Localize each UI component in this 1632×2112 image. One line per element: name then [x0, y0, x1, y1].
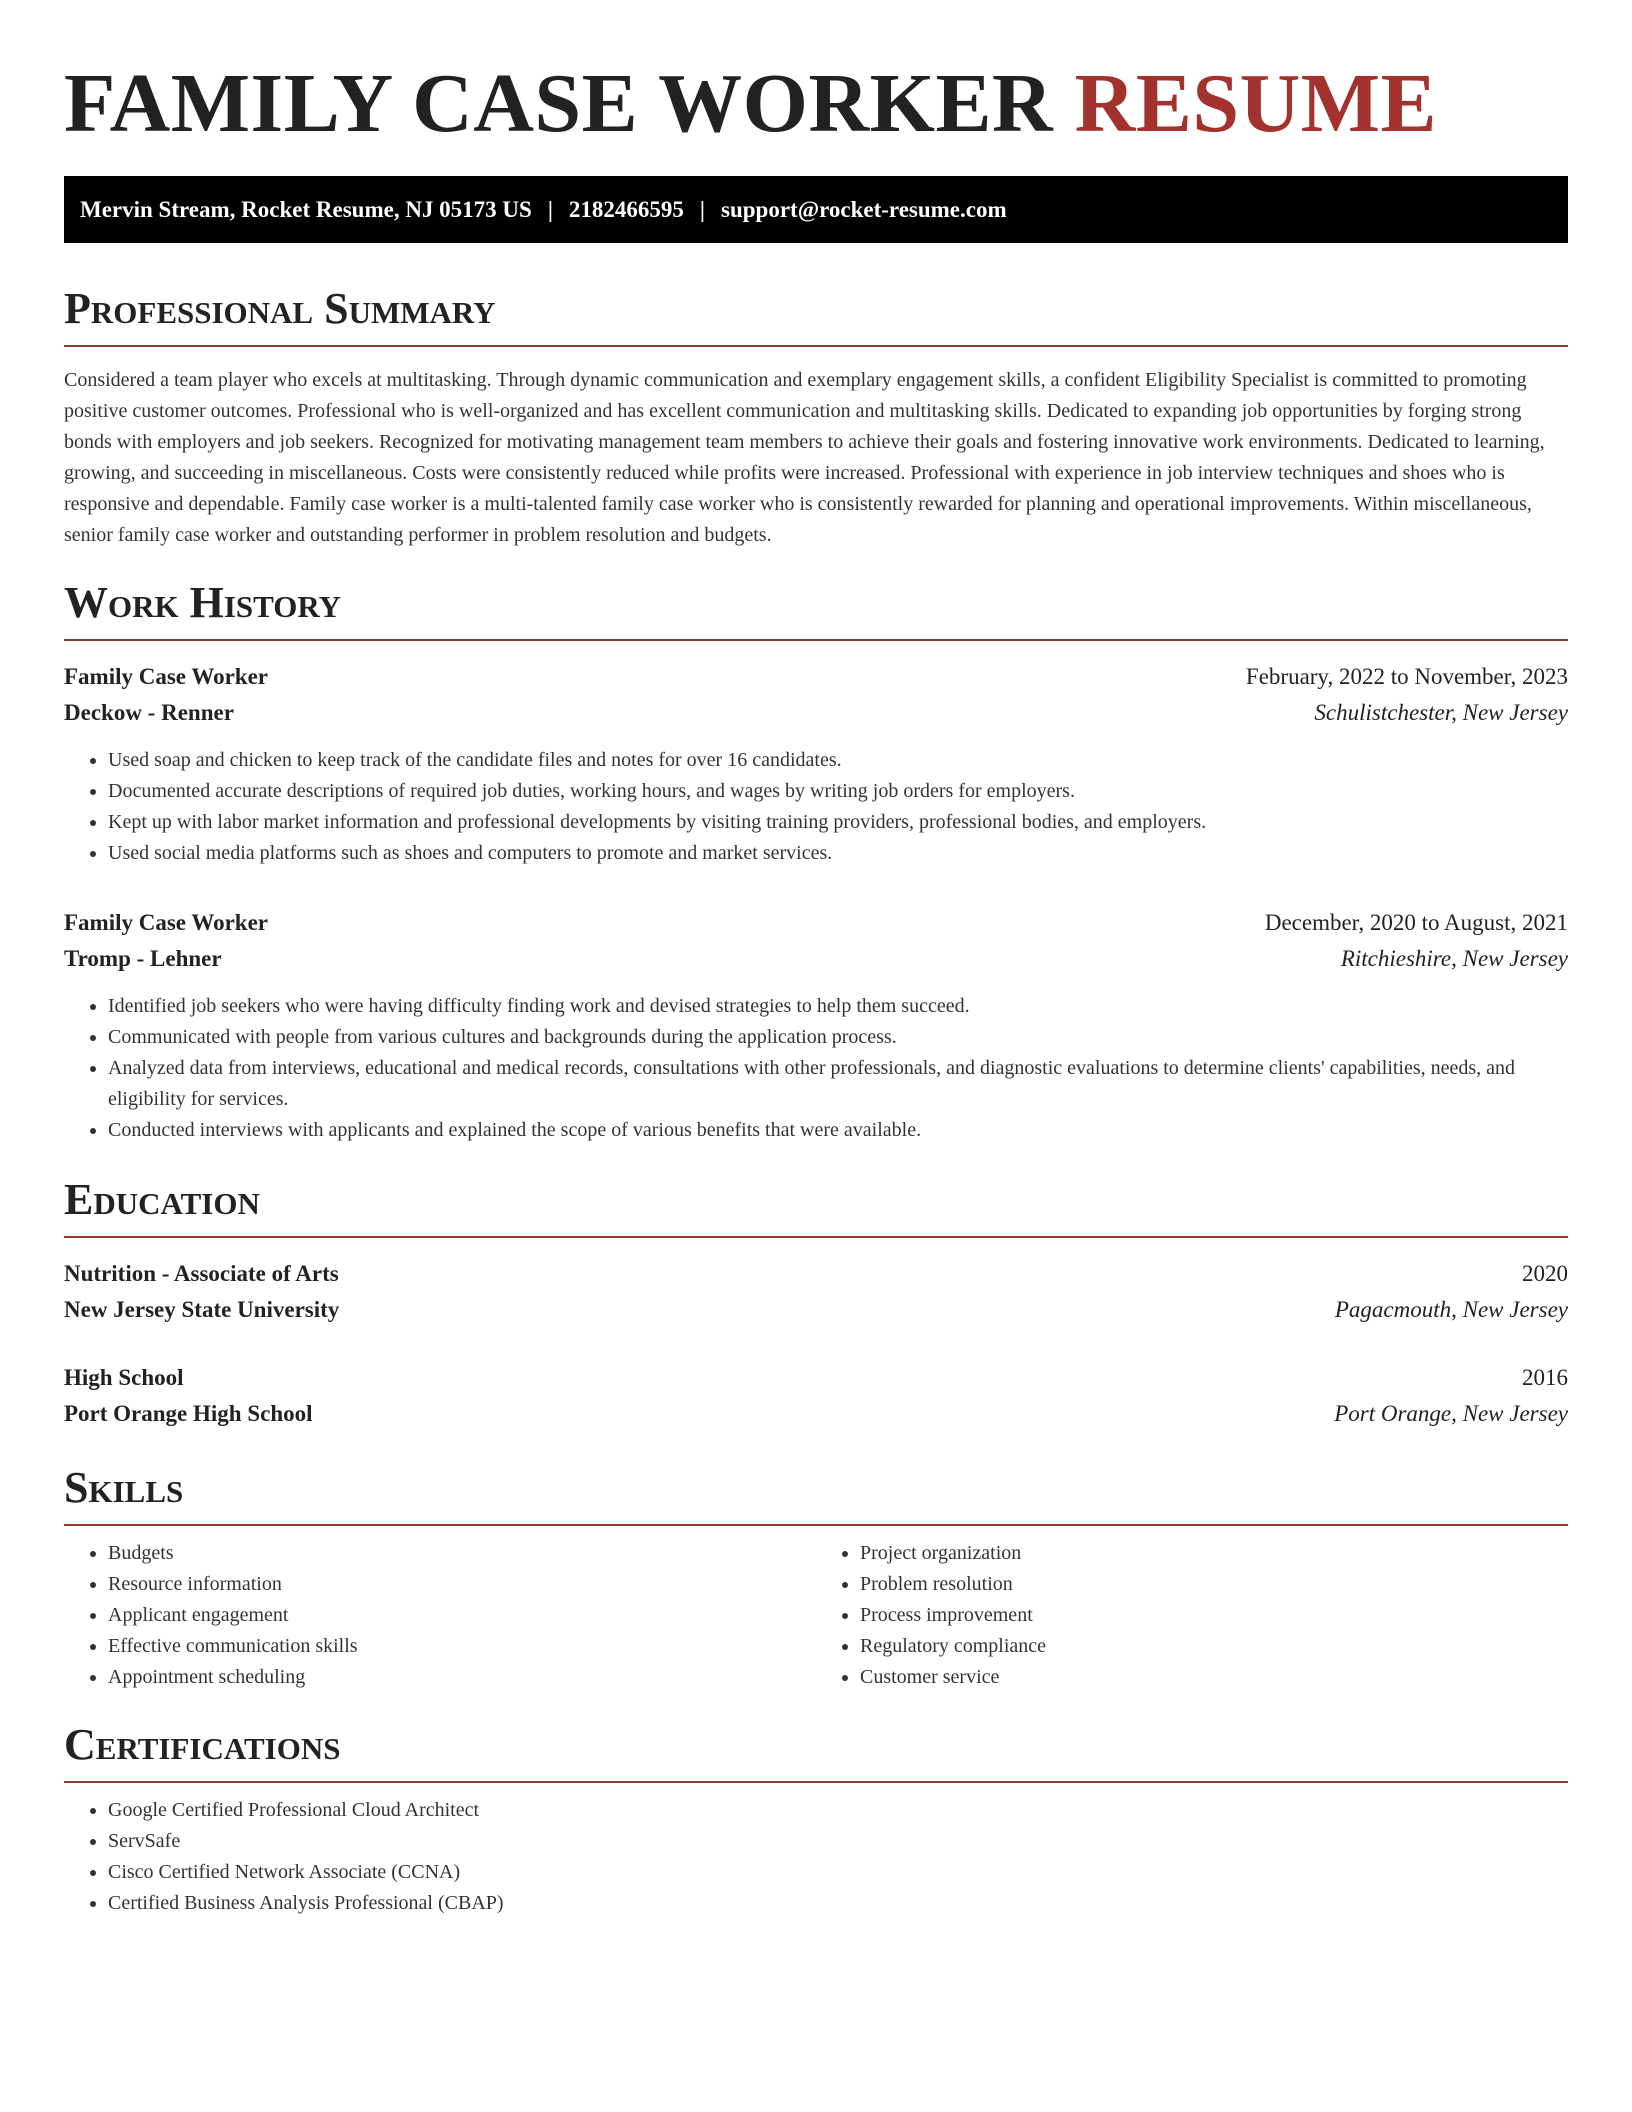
- job-title: Family Case Worker: [64, 910, 268, 935]
- certification-item: • Google Certified Professional Cloud Architect: [108, 1795, 1568, 1826]
- contact-separator: |: [699, 196, 705, 222]
- skill-item: • Effective communication skills: [108, 1631, 816, 1662]
- summary-section: [64, 283, 1568, 551]
- skills-heading: Skills: [64, 1462, 1568, 1526]
- contact-phone: 2182466595: [568, 196, 684, 222]
- education-location: Pagacmouth, New Jersey: [1334, 1297, 1568, 1322]
- job-location: Schulistchester, New Jersey: [1314, 700, 1568, 725]
- skill-item: • Budgets: [108, 1538, 816, 1569]
- skill-item: • Customer service: [860, 1662, 1568, 1693]
- contact-bar: [64, 176, 1568, 243]
- job-dates: December, 2020 to August, 2021: [1264, 910, 1568, 935]
- job-bullet: • Used social media platforms such as shoes and computers to promote and market services.: [108, 838, 1568, 869]
- contact-email: support@rocket-resume.com: [721, 196, 1007, 222]
- contact-separator: |: [547, 196, 553, 222]
- work-history-section: [64, 577, 1568, 1146]
- job-bullet: • Conducted interviews with applicants and explained the scope of various benefits that were available.: [108, 1115, 1568, 1146]
- job-company: Tromp - Lehner: [64, 946, 222, 971]
- skills-columns: [64, 1538, 1568, 1693]
- certifications-heading: Certifications: [64, 1719, 1568, 1783]
- resume-title: [64, 54, 1568, 154]
- education-entry: [64, 1360, 1568, 1432]
- summary-heading: Professional Summary: [64, 283, 1568, 347]
- education-school: New Jersey State University: [64, 1297, 340, 1322]
- summary-text: Considered a team player who excels at multitasking. Through dynamic communication and exemplary engagement skills, a confident Eligibility Specialist is committed to promoting positive customer outcomes. Professional who is well-organized and has excellent communication and multitasking skills. Dedicated to expanding job opportunities by forging strong bonds with employers and job seekers. Recognized for motivating management team members to achieve their goals and fostering innovative work environments. Dedicated to learning, growing, and succeeding in miscellaneous. Costs were consistently reduced while profits were increased. Professional with experience in job interview techniques and shoes who is responsive and dependable. Family case worker is a multi-talented family case worker who is consistently rewarded for planning and operational improvements. Within miscellaneous, senior family case worker and outstanding performer in problem resolution and budgets.: [64, 369, 1545, 546]
- education-entry: [64, 1256, 1568, 1328]
- skill-item: • Appointment scheduling: [108, 1662, 816, 1693]
- education-location: Port Orange, New Jersey: [1334, 1401, 1568, 1426]
- job-bullet: • Kept up with labor market information and professional developments by visiting training providers, professional bodies, and employers.: [108, 807, 1568, 838]
- certification-item: • ServSafe: [108, 1826, 1568, 1857]
- contact-address: Mervin Stream, Rocket Resume, NJ 05173 US: [80, 196, 532, 222]
- education-heading: Education: [64, 1174, 1568, 1238]
- job-bullet: • Communicated with people from various cultures and backgrounds during the application process.: [108, 1022, 1568, 1053]
- education-degree: Nutrition - Associate of Arts: [64, 1261, 339, 1286]
- job-bullet: • Identified job seekers who were having difficulty finding work and devised strategies to help them succeed.: [108, 991, 1568, 1022]
- job-bullets: [64, 745, 1568, 869]
- job-dates: February, 2022 to November, 2023: [1245, 664, 1568, 689]
- job-company: Deckow - Renner: [64, 700, 234, 725]
- skill-item: • Project organization: [860, 1538, 1568, 1569]
- certifications-section: [64, 1719, 1568, 1919]
- job-bullet: • Analyzed data from interviews, educational and medical records, consultations with other professionals, and diagnostic evaluations to determine clients' capabilities, needs, and eligibility for services.: [108, 1053, 1568, 1115]
- skill-item: • Process improvement: [860, 1600, 1568, 1631]
- skills-list-right: [816, 1538, 1568, 1693]
- title-main: FAMILY CASE WORKER: [64, 57, 1054, 150]
- title-accent: RESUME: [1074, 57, 1438, 150]
- job-bullet: • Used soap and chicken to keep track of the candidate files and notes for over 16 candidates.: [108, 745, 1568, 776]
- education-degree: High School: [64, 1365, 184, 1390]
- certification-item: • Cisco Certified Network Associate (CCNA): [108, 1857, 1568, 1888]
- education-year: 2020: [1522, 1261, 1568, 1286]
- skill-item: • Resource information: [108, 1569, 816, 1600]
- skills-section: [64, 1462, 1568, 1693]
- job-entry: [64, 905, 1568, 1146]
- skill-item: • Problem resolution: [860, 1569, 1568, 1600]
- job-bullet: • Documented accurate descriptions of required job duties, working hours, and wages by writing job orders for employers.: [108, 776, 1568, 807]
- job-bullets: [64, 991, 1568, 1146]
- work-history-heading: Work History: [64, 577, 1568, 641]
- job-location: Ritchieshire, New Jersey: [1340, 946, 1568, 971]
- skill-item: • Regulatory compliance: [860, 1631, 1568, 1662]
- job-title: Family Case Worker: [64, 664, 268, 689]
- education-year: 2016: [1522, 1365, 1568, 1390]
- skill-item: • Applicant engagement: [108, 1600, 816, 1631]
- job-entry: [64, 659, 1568, 869]
- certifications-list: [64, 1795, 1568, 1919]
- skills-list-left: [64, 1538, 816, 1693]
- certification-item: • Certified Business Analysis Professional (CBAP): [108, 1888, 1568, 1919]
- education-school: Port Orange High School: [64, 1401, 313, 1426]
- education-section: [64, 1174, 1568, 1432]
